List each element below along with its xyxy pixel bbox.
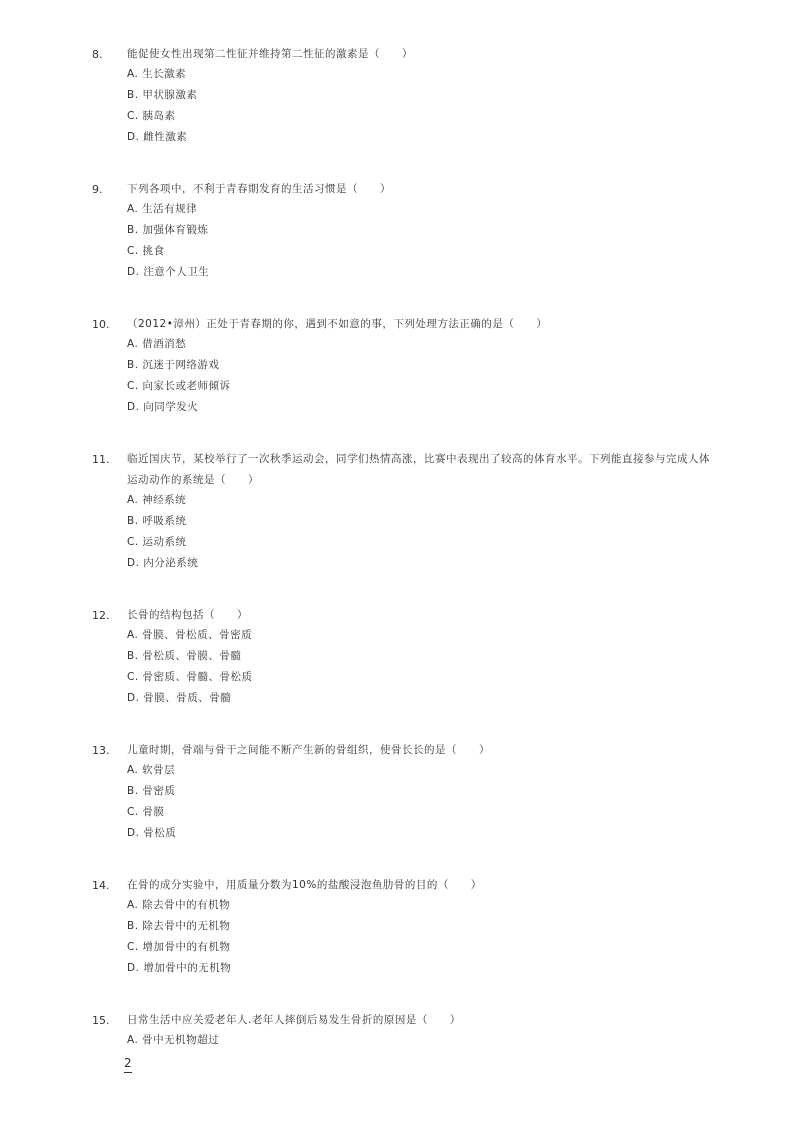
question-number: 9. bbox=[92, 183, 103, 196]
option-b: B. 沉迷于网络游戏 bbox=[127, 359, 220, 371]
option-d: D. 雌性激素 bbox=[127, 131, 188, 143]
question-number: 8. bbox=[92, 48, 103, 61]
option-b: B. 除去骨中的无机物 bbox=[127, 920, 231, 932]
question-stem: 长骨的结构包括（ ） bbox=[127, 609, 248, 621]
option-b: B. 加强体育锻炼 bbox=[127, 224, 209, 236]
option-list bbox=[127, 898, 527, 982]
question-stem: 日常生活中应关爱老年人.老年人摔倒后易发生骨折的原因是（ ） bbox=[127, 1014, 461, 1026]
option-list bbox=[127, 67, 527, 151]
question-stem: 下列各项中，不利于青春期发育的生活习惯是（ ） bbox=[127, 183, 391, 195]
question-number: 13. bbox=[92, 744, 110, 757]
option-c: C. 骨膜 bbox=[127, 806, 165, 818]
option-list bbox=[127, 202, 527, 286]
option-a: A. 借酒消愁 bbox=[127, 338, 187, 350]
option-d: D. 注意个人卫生 bbox=[127, 266, 210, 278]
question-number: 15. bbox=[92, 1014, 110, 1027]
question-stem: 儿童时期，骨端与骨干之间能不断产生新的骨组织，使骨长长的是（ ） bbox=[127, 744, 490, 756]
question-stem: 在骨的成分实验中，用质量分数为10%的盐酸浸泡鱼肋骨的目的（ ） bbox=[127, 879, 482, 891]
option-b: B. 甲状腺激素 bbox=[127, 89, 198, 101]
option-list bbox=[127, 337, 527, 421]
option-d: D. 骨松质 bbox=[127, 827, 177, 839]
option-list bbox=[127, 763, 527, 847]
option-d: D. 骨膜、骨质、骨髓 bbox=[127, 692, 232, 704]
option-d: D. 向同学发火 bbox=[127, 401, 199, 413]
option-d: D. 增加骨中的无机物 bbox=[127, 962, 232, 974]
option-d: D. 内分泌系统 bbox=[127, 557, 199, 569]
question-stem: 临近国庆节，某校举行了一次秋季运动会，同学们热情高涨，比赛中表现出了较高的体育水平。下列能直接参与完成人体运动动作的系统是（ ） bbox=[127, 453, 710, 486]
option-c: C. 向家长或老师倾诉 bbox=[127, 380, 231, 392]
question-number: 11. bbox=[92, 453, 110, 466]
option-list bbox=[127, 1033, 527, 1054]
question-number: 10. bbox=[92, 318, 110, 331]
option-c: C. 挑食 bbox=[127, 245, 165, 257]
page-number: 2 bbox=[124, 1055, 132, 1073]
option-a: A. 软骨层 bbox=[127, 764, 176, 776]
option-a: A. 除去骨中的有机物 bbox=[127, 899, 231, 911]
option-c: C. 增加骨中的有机物 bbox=[127, 941, 231, 953]
option-c: C. 骨密质、骨髓、骨松质 bbox=[127, 671, 253, 683]
option-a: A. 骨中无机物超过 bbox=[127, 1034, 220, 1046]
option-b: B. 呼吸系统 bbox=[127, 515, 187, 527]
option-a: A. 神经系统 bbox=[127, 494, 187, 506]
option-a: A. 生活有规律 bbox=[127, 203, 198, 215]
question-stem: （2012•漳州）正处于青春期的你，遇到不如意的事，下列处理方法正确的是（ ） bbox=[127, 318, 548, 330]
option-c: C. 胰岛素 bbox=[127, 110, 176, 122]
option-b: B. 骨松质、骨膜、骨髓 bbox=[127, 650, 242, 662]
question-stem: 能促使女性出现第二性征并维持第二性征的激素是（ ） bbox=[127, 48, 413, 60]
question-number: 12. bbox=[92, 609, 110, 622]
option-list bbox=[127, 493, 527, 577]
option-a: A. 生长激素 bbox=[127, 68, 187, 80]
option-b: B. 骨密质 bbox=[127, 785, 176, 797]
option-a: A. 骨膜、骨松质、骨密质 bbox=[127, 629, 253, 641]
question-number: 14. bbox=[92, 879, 110, 892]
option-list bbox=[127, 628, 527, 712]
option-c: C. 运动系统 bbox=[127, 536, 187, 548]
